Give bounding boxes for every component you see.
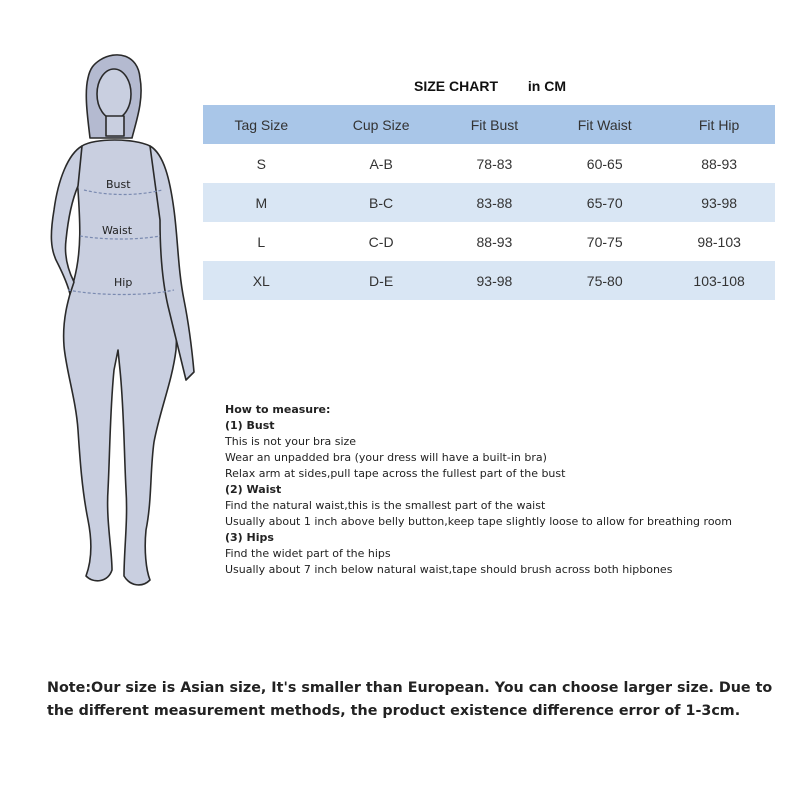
chart-unit: in CM	[527, 78, 566, 94]
waist-heading: (2) Waist	[225, 483, 282, 496]
how-to-heading: How to measure:	[225, 403, 331, 416]
instruction-line: Usually about 1 inch above belly button,keep tape slightly loose to allow for breathing room	[225, 515, 732, 528]
size-table	[203, 105, 775, 300]
table-cell: B-C	[320, 183, 443, 222]
waist-label: Waist	[102, 224, 133, 237]
instruction-line: Usually about 7 inch below natural waist,tape should brush across both hipbones	[225, 563, 673, 576]
size-note: Note:Our size is Asian size, It's smaller than European. You can choose larger size. Due to the different measurement methods, the product existence difference error of 1-3cm.	[47, 680, 773, 719]
instruction-line: Find the widet part of the hips	[225, 547, 391, 560]
body-figure-illustration	[28, 50, 198, 600]
table-cell: 93-98	[663, 183, 775, 222]
table-cell: 70-75	[546, 222, 663, 261]
hips-heading: (3) Hips	[225, 531, 274, 544]
table-cell: M	[203, 183, 320, 222]
table-header-row	[203, 105, 775, 144]
instruction-line: Wear an unpadded bra (your dress will have a built-in bra)	[225, 451, 547, 464]
header-cup-size: Cup Size	[320, 105, 443, 144]
table-cell: 93-98	[443, 261, 547, 300]
chart-title: SIZE CHART	[414, 78, 498, 94]
table-row	[203, 222, 775, 261]
table-cell: XL	[203, 261, 320, 300]
table-cell: C-D	[320, 222, 443, 261]
table-cell: S	[203, 144, 320, 183]
table-row	[203, 261, 775, 300]
bust-label: Bust	[106, 178, 131, 191]
header-fit-bust: Fit Bust	[443, 105, 547, 144]
table-row	[203, 183, 775, 222]
table-cell: L	[203, 222, 320, 261]
instruction-line: Relax arm at sides,pull tape across the fullest part of the bust	[225, 467, 566, 480]
how-to-measure-section	[225, 402, 732, 578]
header-fit-hip: Fit Hip	[663, 105, 775, 144]
table-cell: 78-83	[443, 144, 547, 183]
table-cell: 75-80	[546, 261, 663, 300]
table-cell: 88-93	[663, 144, 775, 183]
table-cell: 88-93	[443, 222, 547, 261]
header-fit-waist: Fit Waist	[546, 105, 663, 144]
table-cell: 98-103	[663, 222, 775, 261]
table-cell: A-B	[320, 144, 443, 183]
table-row	[203, 144, 775, 183]
table-cell: D-E	[320, 261, 443, 300]
head	[97, 69, 131, 119]
table-cell: 83-88	[443, 183, 547, 222]
header-tag-size: Tag Size	[203, 105, 320, 144]
bust-heading: (1) Bust	[225, 419, 275, 432]
table-cell: 103-108	[663, 261, 775, 300]
instruction-line: This is not your bra size	[225, 435, 357, 448]
table-cell: 65-70	[546, 183, 663, 222]
chart-title-row	[414, 78, 566, 94]
hip-label: Hip	[114, 276, 133, 289]
instruction-line: Find the natural waist,this is the smallest part of the waist	[225, 499, 546, 512]
table-cell: 60-65	[546, 144, 663, 183]
